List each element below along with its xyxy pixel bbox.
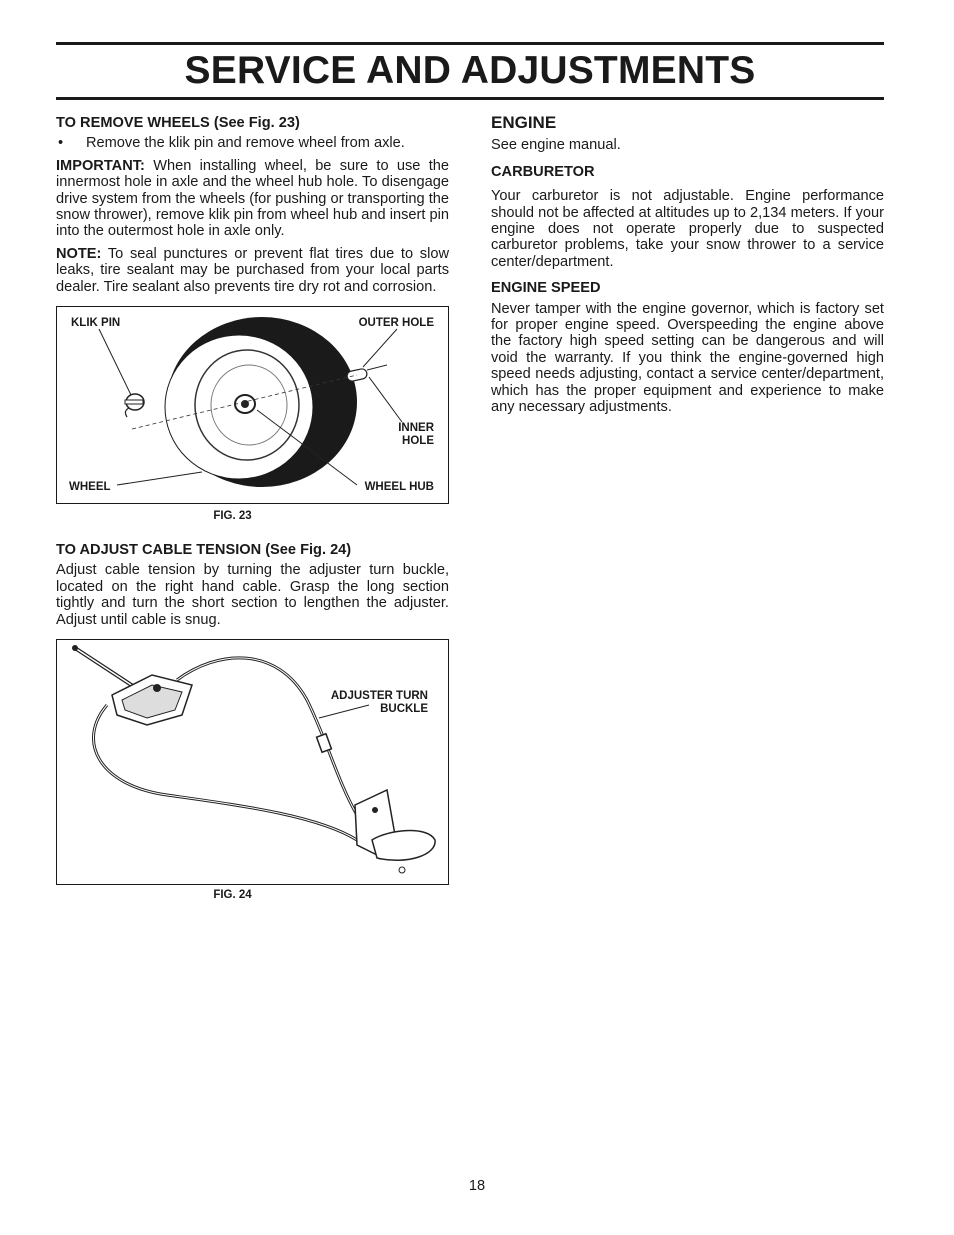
right-gear-plate xyxy=(372,831,435,861)
right-column xyxy=(491,115,884,422)
klik-pin-bar xyxy=(125,400,143,404)
label-inner-hole-line2: HOLE xyxy=(402,435,434,447)
fig24-caption xyxy=(56,889,449,901)
right-bracket-nut xyxy=(399,867,405,873)
engine-text: See engine manual. xyxy=(491,137,621,154)
carburetor-text: Your carburetor is not adjustable. Engine performance should not be affected at altitudes up to 2,134 meters. If your engine does not operate properly due to suspected carburetor problems, take your snow thrower to a service center/department. xyxy=(491,188,884,270)
label-klik-pin: KLIK PIN xyxy=(71,317,121,329)
label-adjuster-line2: BUCKLE xyxy=(380,703,428,715)
left-bracket-pivot xyxy=(153,684,161,692)
engine-heading: ENGINE xyxy=(491,113,557,132)
label-inner-hole-line1: INNER xyxy=(398,422,434,434)
important-label: IMPORTANT: xyxy=(56,157,145,174)
fig23-caption-text: FIG. 23 xyxy=(213,510,252,522)
remove-wheels-bullet xyxy=(56,135,449,151)
leader-inner-hole xyxy=(369,377,402,422)
remove-wheels-heading: TO REMOVE WHEELS (See Fig. 23) xyxy=(56,115,300,131)
cable-tension-text: Adjust cable tension by turning the adjuster turn buckle, located on the right hand cable. Grasp the long section tightly and turn the short section to lengthen the adjuster. Adjust until cable is snug. xyxy=(56,562,449,628)
bullet-dot: • xyxy=(58,135,64,152)
right-cable xyxy=(177,658,357,815)
leader-outer-hole xyxy=(363,329,397,367)
important-paragraph xyxy=(56,158,449,240)
important-text: When installing wheel, be sure to use the innermost hole in axle and the wheel hub hole. To disengage drive system from the wheels (for pushing or transporting the snow thrower), remove klik pin from wheel hub and insert pin into the outermost hole in axle only. xyxy=(56,157,449,240)
leader-wheel xyxy=(117,472,202,485)
note-label: NOTE: xyxy=(56,245,102,262)
cable-illustration xyxy=(57,640,450,886)
carburetor-heading: CARBURETOR xyxy=(491,163,595,180)
label-adjuster-line1: ADJUSTER TURN xyxy=(330,690,428,702)
rod-end xyxy=(72,645,78,651)
label-inner-hole xyxy=(398,422,434,448)
title-bottom-rule xyxy=(56,97,884,100)
fig24-caption-text: FIG. 24 xyxy=(213,889,252,901)
shift-rod-highlight xyxy=(75,648,139,690)
top-rule xyxy=(56,42,884,45)
wheel-illustration xyxy=(57,307,450,505)
fig23-caption xyxy=(56,510,449,522)
page-title: SERVICE AND ADJUSTMENTS xyxy=(184,49,756,92)
right-bracket-pivot xyxy=(372,807,378,813)
note-paragraph xyxy=(56,246,449,295)
figure-24 xyxy=(56,639,449,885)
cable-tension-heading: TO ADJUST CABLE TENSION (See Fig. 24) xyxy=(56,542,352,558)
page-number: 18 xyxy=(468,1178,486,1194)
label-outer-hole: OUTER HOLE xyxy=(358,317,434,329)
leader-klik-pin xyxy=(99,329,131,395)
right-cable-core xyxy=(177,658,357,815)
label-adjuster-turn-buckle xyxy=(331,690,428,716)
label-wheel-hub: WHEEL HUB xyxy=(364,481,434,493)
label-wheel: WHEEL xyxy=(69,481,111,493)
engine-speed-heading: ENGINE SPEED xyxy=(491,280,601,297)
figure-23 xyxy=(56,306,449,504)
rotate-arrow xyxy=(125,408,129,417)
axle-line xyxy=(367,365,387,370)
note-text: To seal punctures or prevent flat tires due to slow leaks, tire sealant may be purchased from your local parts dealer. Tire sealant also prevents tire dry rot and corrosion. xyxy=(56,245,449,295)
engine-speed-text: Never tamper with the engine governor, which is factory set for proper engine speed. Overspeeding the engine above the factory high speed setting can be dangerous and will void the warranty. If you think the engine-governed high speed needs adjusting, contact a service center/department, which has the proper equipment and experience to make any necessary adjustments. xyxy=(491,300,884,416)
turn-buckle xyxy=(317,734,332,752)
remove-wheels-section xyxy=(56,115,449,301)
cable-tension-section xyxy=(56,542,449,634)
bullet-text: Remove the klik pin and remove wheel from axle. xyxy=(86,135,405,152)
